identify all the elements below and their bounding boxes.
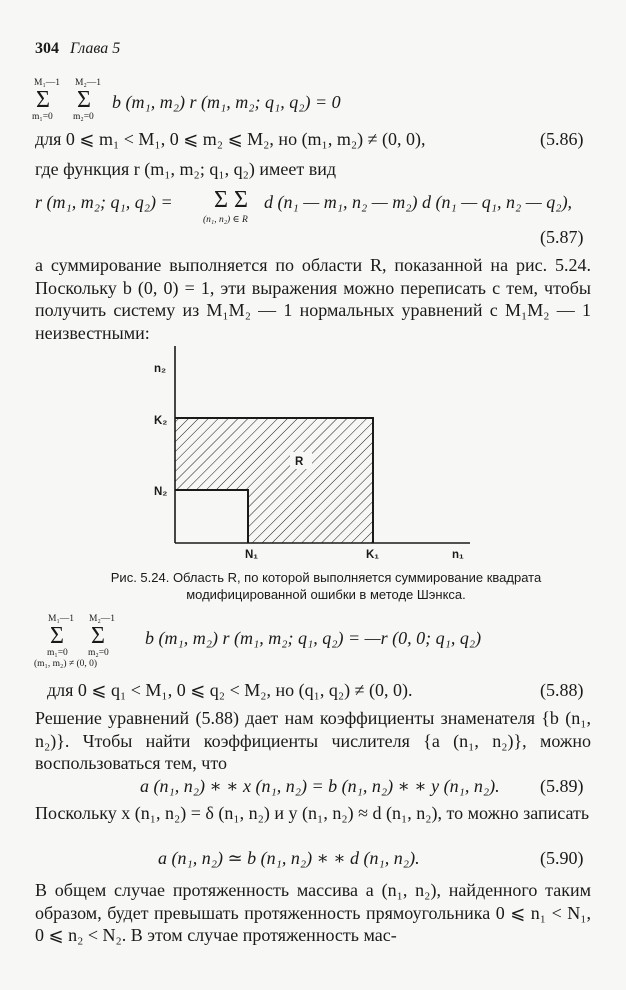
paragraph: Решение уравнений (5.88) дает нам коэффициенты знаменателя {b (n₁, n₂)}. Чтобы найти коэффициенты числителя {a (n₁, n₂)}, можно воспользоваться тем, что (35, 708, 591, 773)
equation-number: (5.87) (540, 227, 584, 247)
equation-number: (5.90) (540, 848, 584, 868)
sum-subscript: (n₁, n₂) ∈ R (203, 215, 248, 225)
sigma-sign: Σ (234, 187, 248, 213)
equation-rhs: d (n₁ — m₁, n₂ — m₂) d (n₁ — q₁, n₂ — q₂), (264, 192, 573, 212)
label-r: R (295, 456, 304, 468)
paragraph: а суммирование выполняется по области R, показанной на рис. 5.24. Поскольку b (0, 0) = 1, эти выражения можно переписать с тем, чтобы получить систему из M₁M₂ — 1 нормальных уравнений с M₁M₂ — 1 неизвестными: (35, 255, 591, 343)
sum2-upper-limit: M₂—1 (75, 78, 102, 88)
label-n2-axis: n₂ (154, 363, 167, 375)
sum1-upper-limit: M₁—1 (48, 614, 75, 624)
chapter-title: Глава 5 (70, 40, 121, 57)
label-n1-boundary: N₁ (245, 549, 259, 561)
equation-condition: для 0 ⩽ m₁ < M₁, 0 ⩽ m₂ ⩽ M₂, но (m₁, m₂) ≠ (0, 0), (35, 129, 426, 149)
label-n2-boundary: N₂ (154, 486, 168, 498)
equation-body: b (m₁, m₂) r (m₁, m₂; q₁, q₂) = —r (0, 0; q₁, q₂) (145, 628, 482, 648)
sum1-upper-limit: M₁—1 (34, 78, 61, 88)
figure-caption: Рис. 5.24. Область R, по которой выполняется суммирование квадрата модифицированной ошибки в методе Шэнкса. (110, 570, 542, 602)
paragraph: В общем случае протяженность массива a (n₁, n₂), найденного таким образом, будет превышать протяженность прямоугольника 0 ⩽ n₁ < N₁, 0 ⩽ n₂ < N₂. В этом случае протяженность мас- (35, 880, 591, 945)
equation-lhs: r (m₁, m₂; q₁, q₂) = (35, 192, 173, 212)
sigma-sign: Σ (77, 87, 91, 113)
sigma-sign: Σ (91, 623, 105, 649)
sum2-lower-limit: m₂=0 (88, 648, 109, 658)
paragraph: где функция r (m₁, m₂; q₁, q₂) имеет вид (35, 159, 337, 179)
sum-condition: (m₁, m₂) ≠ (0, 0) (34, 659, 98, 669)
excluded-rectangle (175, 490, 248, 543)
paragraph: Поскольку x (n₁, n₂) = δ (n₁, n₂) и y (n₁, n₂) ≈ d (n₁, n₂), то можно записать (35, 803, 590, 823)
sum1-lower-limit: m₁=0 (47, 648, 68, 658)
sigma-sign: Σ (214, 187, 228, 213)
sum2-upper-limit: M₂—1 (89, 614, 116, 624)
sigma-sign: Σ (36, 87, 50, 113)
equation-5-89: a (n₁, n₂) ∗ ∗ x (n₁, n₂) = b (n₁, n₂) ∗ ∗ y (n₁, n₂). (140, 776, 500, 796)
equation-number: (5.89) (540, 776, 584, 796)
sum1-lower-limit: m₁=0 (32, 112, 53, 122)
equation-5-90: a (n₁, n₂) ≃ b (n₁, n₂) ∗ ∗ d (n₁, n₂). (158, 848, 420, 868)
page-number: 304 (35, 40, 59, 57)
equation-number: (5.88) (540, 680, 584, 700)
sum2-lower-limit: m₂=0 (73, 112, 94, 122)
label-k1: K₁ (366, 549, 380, 561)
equation-condition: для 0 ⩽ q₁ < M₁, 0 ⩽ q₂ < M₂, но (q₁, q₂) ≠ (0, 0). (47, 680, 413, 700)
equation-number: (5.86) (540, 129, 584, 149)
sigma-sign: Σ (50, 623, 64, 649)
label-k2: K₂ (154, 415, 168, 427)
equation-body: b (m₁, m₂) r (m₁, m₂; q₁, q₂) = 0 (112, 92, 341, 112)
label-n1-axis: n₁ (452, 549, 464, 561)
region-diagram (140, 338, 480, 568)
